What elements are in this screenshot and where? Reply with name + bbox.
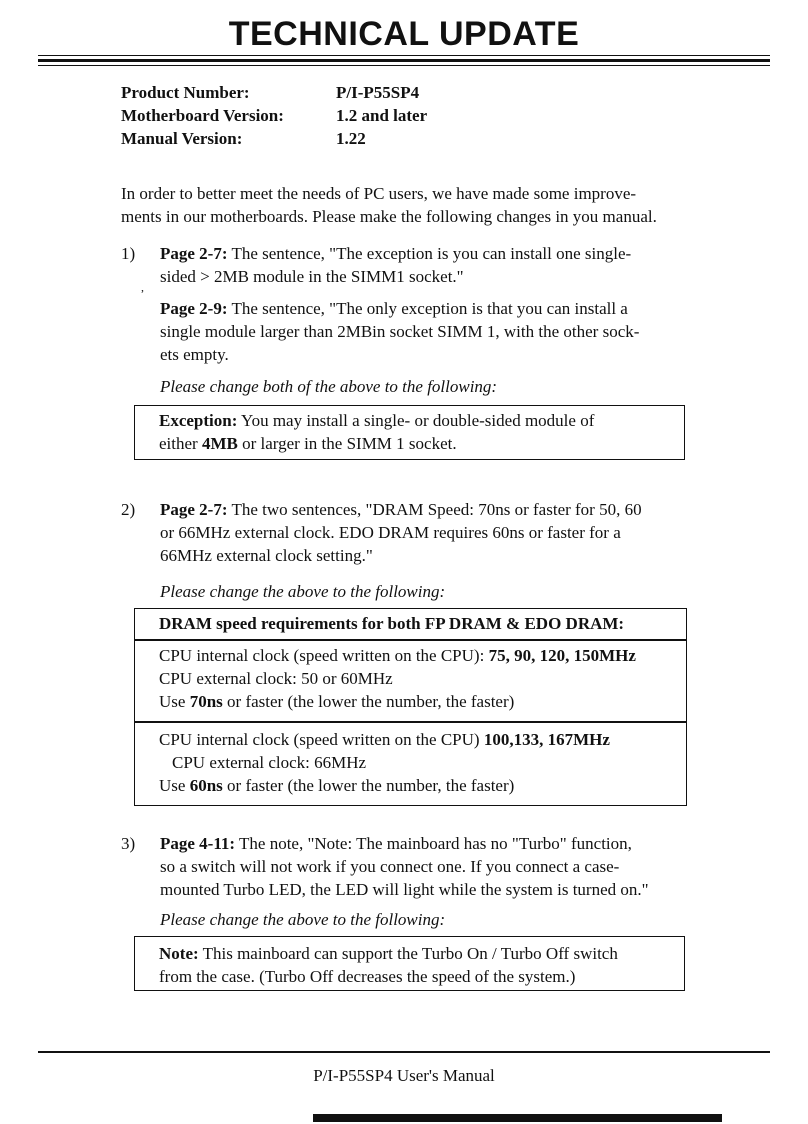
item-text: sided > 2MB module in the SIMM1 socket.": [160, 267, 464, 286]
page-reference: Page 2-7:: [160, 500, 228, 519]
box-text: or larger in the SIMM 1 socket.: [237, 434, 457, 453]
item-3-number: 3): [121, 834, 136, 853]
item-2-change-note: Please change the above to the following:: [160, 582, 446, 601]
item-text: single module larger than 2MBin socket SIMM 1, with the other sock-: [160, 322, 640, 341]
item-1-page-2-9: [160, 297, 639, 366]
page-reference: Page 2-7:: [160, 244, 228, 263]
box-text-bold: 75, 90, 120, 150MHz: [488, 646, 636, 665]
footer-bar: [313, 1114, 722, 1122]
item-text: mounted Turbo LED, the LED will light while the system is turned on.": [160, 880, 649, 899]
page-reference: Page 2-9:: [160, 299, 228, 318]
header-rule-thick: [38, 59, 770, 62]
box-text-bold: 4MB: [201, 434, 238, 453]
exception-box: [134, 405, 685, 460]
box-divider: [135, 639, 686, 641]
box-text: CPU internal clock (speed written on the CPU): [159, 730, 484, 749]
intro-line: In order to better meet the needs of PC users, we have made some improve-: [121, 184, 637, 203]
intro-line: ments in our motherboards. Please make the following changes in you manual.: [121, 207, 657, 226]
cpu-internal-clock-row-2: [159, 728, 610, 751]
box-divider: [135, 721, 686, 723]
dram-speed-row-2: [159, 774, 514, 797]
box-text: or faster (the lower the number, the faster): [222, 692, 515, 711]
manual-version-value: 1.22: [336, 129, 366, 148]
item-text: ets empty.: [160, 345, 229, 364]
item-text: The sentence, "The exception is you can install one single-: [227, 244, 632, 263]
box-text: Use: [159, 692, 190, 711]
box-text-bold: 100,133, 167MHz: [483, 730, 610, 749]
note-box: [134, 936, 685, 991]
note-label: Note:: [159, 944, 199, 963]
item-1-page-2-7: [160, 242, 631, 288]
item-1-number: 1): [121, 244, 136, 263]
footer-rule: [38, 1051, 770, 1053]
box-text: This mainboard can support the Turbo On / Turbo Off switch: [198, 944, 618, 963]
box-text-bold: 60ns: [189, 776, 223, 795]
cpu-external-clock-row-1: CPU external clock: 50 or 60MHz: [159, 669, 393, 688]
footer-manual-title: P/I-P55SP4 User's Manual: [313, 1066, 495, 1085]
box-text-bold: 70ns: [189, 692, 223, 711]
dram-speed-row-1: [159, 690, 514, 713]
item-2-page-2-7: [160, 498, 642, 567]
item-text: or 66MHz external clock. EDO DRAM requires 60ns or faster for a: [160, 523, 621, 542]
cpu-internal-clock-row-1: [159, 644, 636, 667]
box-text: or faster (the lower the number, the faster): [222, 776, 515, 795]
box-text: CPU internal clock (speed written on the CPU):: [159, 646, 489, 665]
manual-version-row: [121, 127, 427, 150]
page-reference: Page 4-11:: [160, 834, 236, 853]
item-2-number: 2): [121, 500, 136, 519]
dram-box-heading: DRAM speed requirements for both FP DRAM & EDO DRAM:: [159, 614, 625, 633]
manual-version-label: Manual Version:: [121, 129, 243, 148]
item-1-change-note: Please change both of the above to the following:: [160, 377, 498, 396]
box-text: from the case. (Turbo Off decreases the speed of the system.): [159, 967, 576, 986]
scan-mark: ,: [141, 280, 144, 294]
product-meta: [121, 81, 427, 150]
cpu-external-clock-row-2: CPU external clock: 66MHz: [172, 753, 367, 772]
item-text: The sentence, "The only exception is that you can install a: [227, 299, 628, 318]
box-text: either: [159, 434, 202, 453]
header-rule-thin-lower: [38, 65, 770, 66]
intro-paragraph: [121, 182, 657, 228]
box-text: You may install a single- or double-sided module of: [237, 411, 595, 430]
box-text: Use: [159, 776, 190, 795]
item-text: The note, "Note: The mainboard has no "Turbo" function,: [235, 834, 632, 853]
item-3-page-4-11: [160, 832, 649, 901]
dram-speed-box: [134, 608, 687, 806]
item-text: 66MHz external clock setting.": [160, 546, 373, 565]
product-number-label: Product Number:: [121, 83, 250, 102]
motherboard-version-row: [121, 104, 427, 127]
product-number-row: [121, 81, 427, 104]
exception-label: Exception:: [159, 411, 238, 430]
page-title: TECHNICAL UPDATE: [228, 15, 580, 53]
motherboard-version-label: Motherboard Version:: [121, 106, 284, 125]
header-rule-thin: [38, 55, 770, 56]
product-number-value: P/I-P55SP4: [336, 83, 420, 102]
item-3-change-note: Please change the above to the following:: [160, 910, 446, 929]
motherboard-version-value: 1.2 and later: [336, 106, 428, 125]
item-text: The two sentences, "DRAM Speed: 70ns or faster for 50, 60: [227, 500, 642, 519]
item-text: so a switch will not work if you connect one. If you connect a case-: [160, 857, 620, 876]
